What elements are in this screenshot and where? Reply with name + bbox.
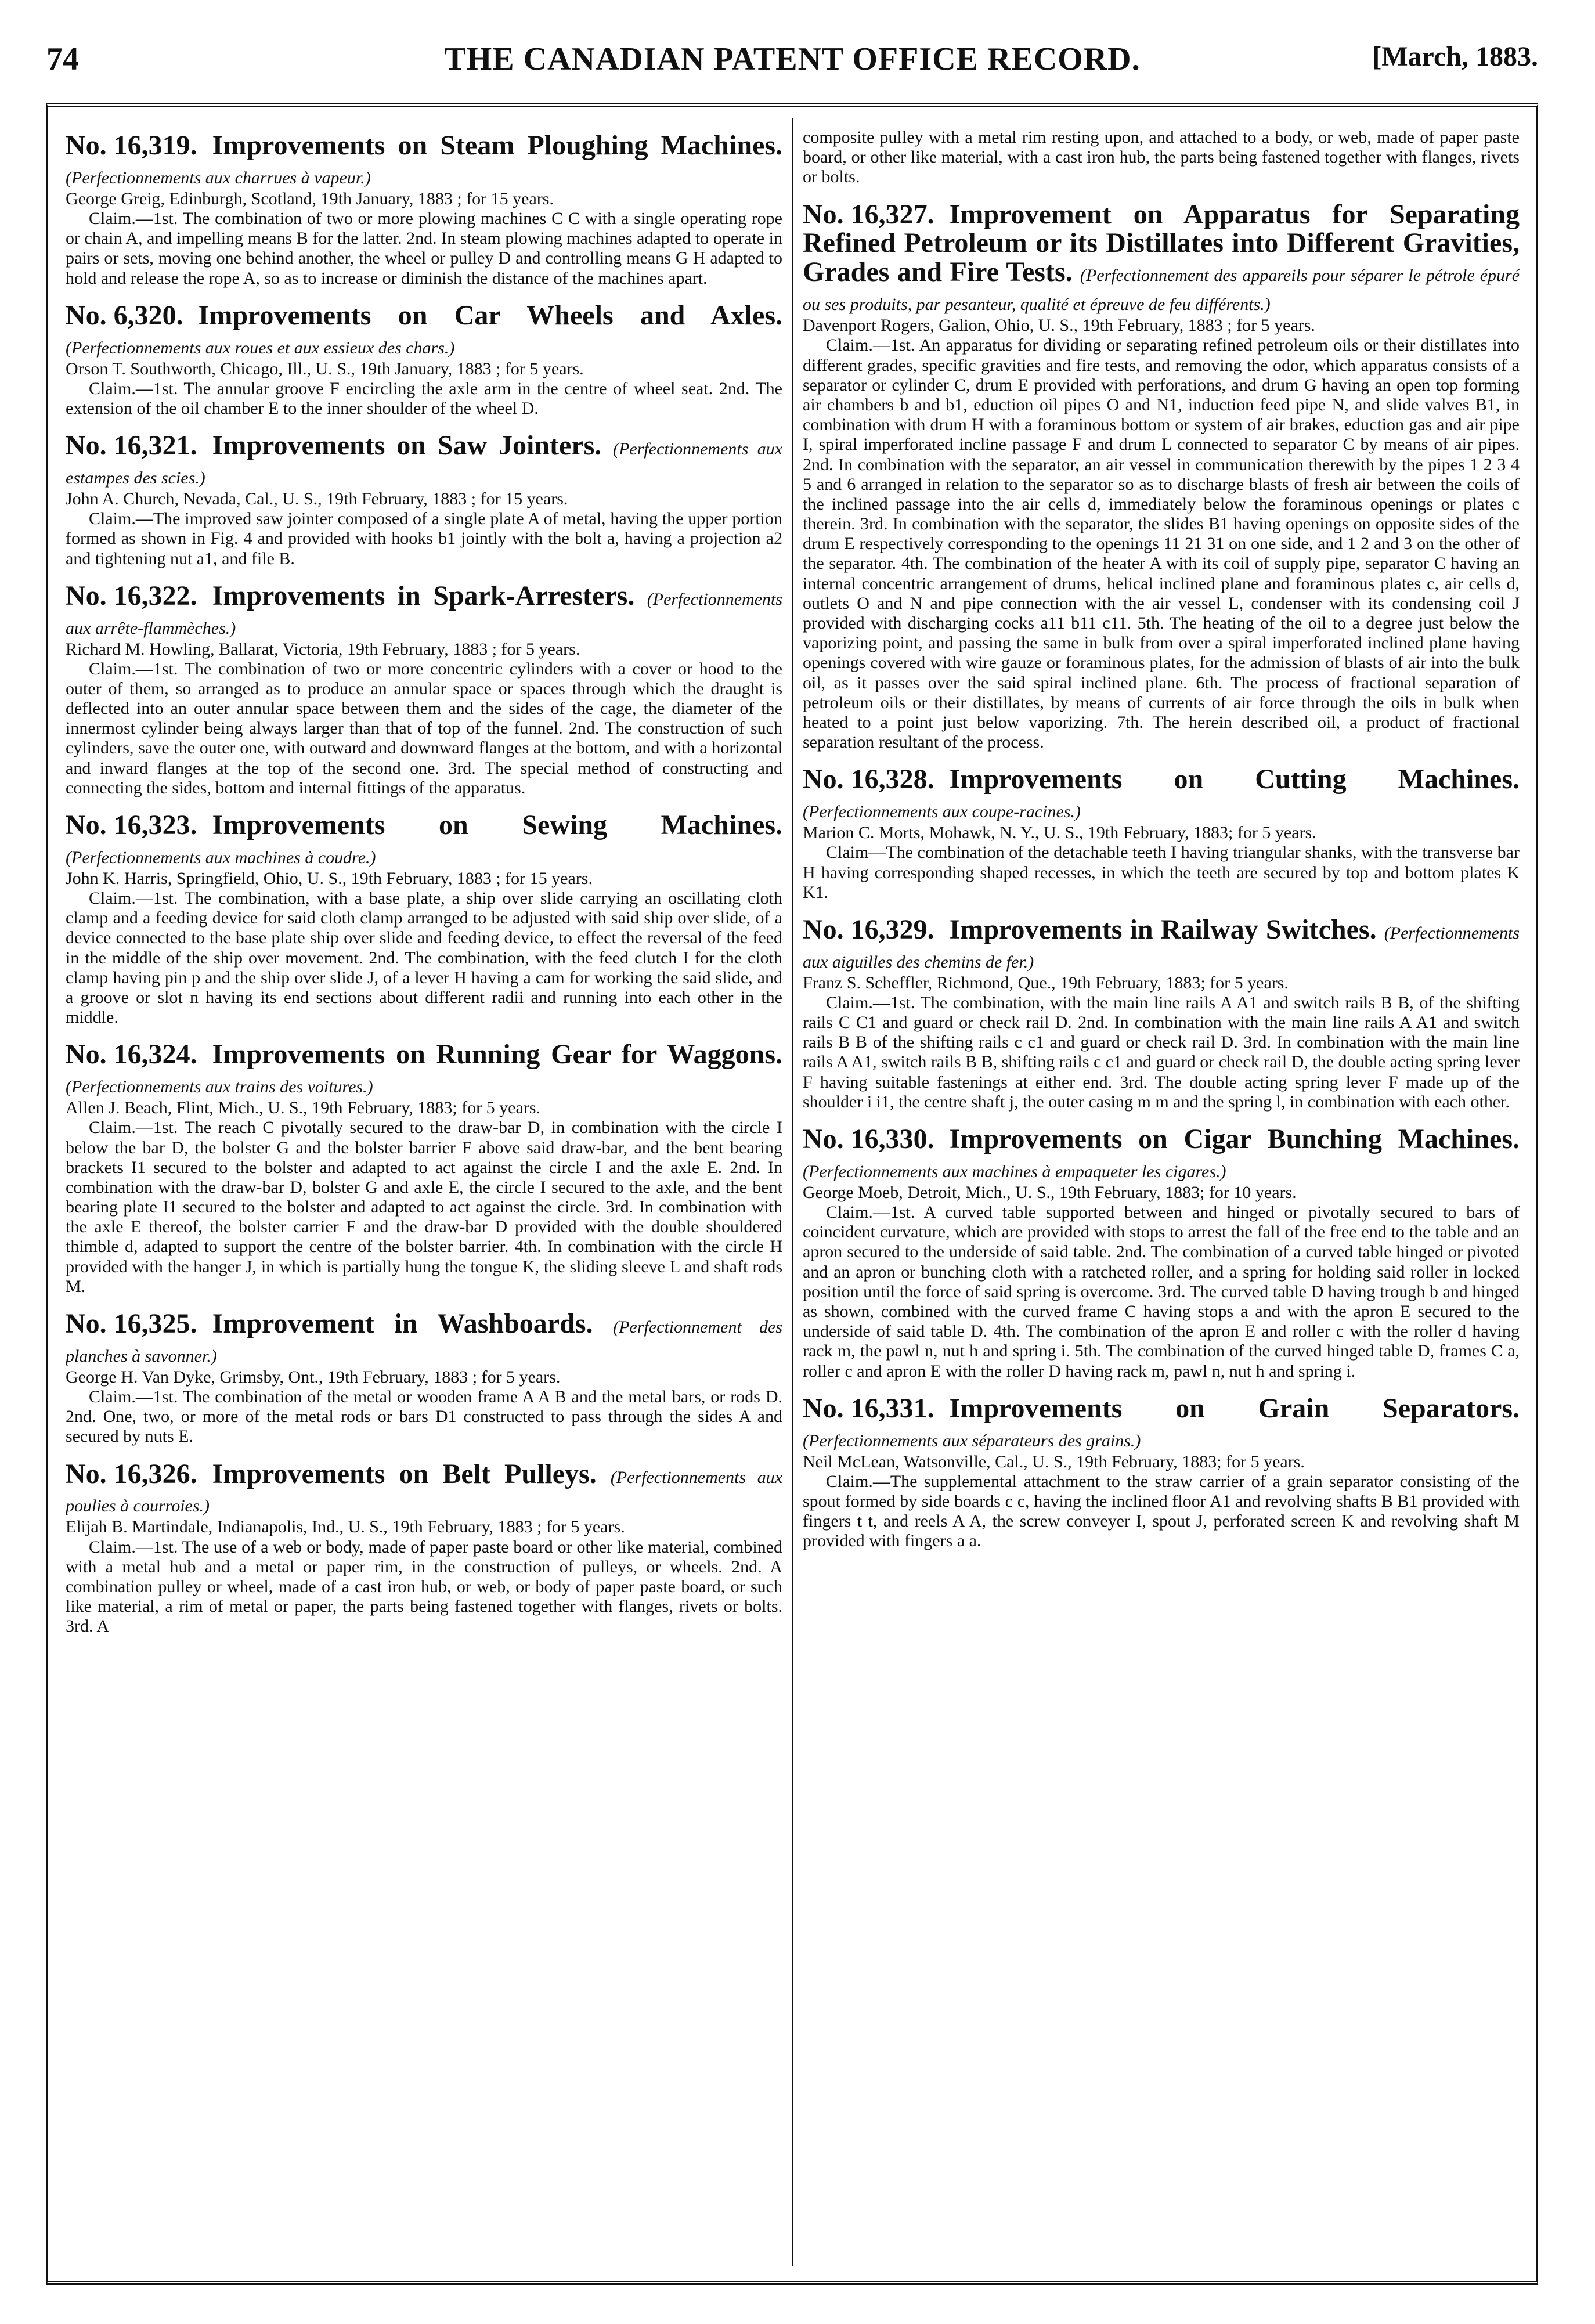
inventor-line: George Moeb, Detroit, Mich., U. S., 19th February, 1883; for 10 years.: [803, 1182, 1297, 1202]
left-column: [66, 128, 782, 2264]
claim-text: Claim.—1st. The reach C pivotally secured to the draw-bar D, in combination with the circle I below the bar D, the bolster G and the bolster barrier F above said draw-bar, and the bent bearing brackets I1 secured to the bolster and adapted to act against the circle I and the axle E. 2nd. In combination with the draw-bar D, bolster G and axle E, the circle I secured to the axle, and the bent bearing plate I1 secured to the bolster and adapted to act against the circle. 3rd. In combination with the axle E thereof, the bolster carrier F and the draw-bar D provided with the double shouldered thimble d, adapted to support the centre of the bolster barrier. 4th. In combination with the circle H provided with the hanger J, in which is partially hung the tongue K, the sliding sleeve L and shaft rods M.: [66, 1118, 782, 1296]
claim-text: Claim.—1st. The combination of two or more concentric cylinders with a cover or hood to the outer of them, so arranged as to produce an annular space or spaces through which the draught is deflected into an outer annular space between them and the sides of the cage, the diameter of the innermost cylinder being always larger than that of top of the funnel. 2nd. The construction of such cylinders, save the outer one, with outward and downward flanges at the bottom, and with a horizontal and inward flanges at the top of the second one. 3rd. The special method of constructing and connecting the sides, bottom and internal fittings of the apparatus.: [66, 659, 782, 797]
patent-heading: [803, 915, 1520, 973]
french-title: (Perfectionnements aux trains des voitures.): [66, 1077, 373, 1097]
patent-title-text: Improvements on Grain Separators.: [949, 1394, 1520, 1424]
patent-entry: [803, 200, 1520, 753]
claim-text: Claim.—1st. The combination of the metal or wooden frame A A B and the metal bars, or rods D. 2nd. One, two, or more of the metal rods or bars D1 constructed to pass through the sides A and secured by nuts E.: [66, 1387, 782, 1446]
patent-heading: [66, 1309, 782, 1367]
patent-entry: [66, 1460, 782, 1637]
inventor-line: Davenport Rogers, Galion, Ohio, U. S., 19th February, 1883 ; for 5 years.: [803, 316, 1315, 335]
inventor-line: Allen J. Beach, Flint, Mich., U. S., 19th February, 1883; for 5 years.: [66, 1098, 540, 1118]
right-column: [803, 128, 1520, 2264]
patent-entry: [66, 131, 782, 288]
claim-text: Claim.—1st. The combination of two or more plowing machines C C with a single operating rope or chain A, and impelling means B for the latter. 2nd. In steam plowing machines adapted to operate in pairs or sets, moving one behind another, the wheel or pulley D and controlling means G H adapted to hold and release the rope A, so as to increase or diminish the distance of the machines apart.: [66, 209, 782, 288]
french-title: (Perfectionnements aux poulies à courroies.): [66, 1467, 782, 1516]
claim-text: Claim—The combination of the detachable teeth I having triangular shanks, with the transverse bar H having corresponding shaped recesses, in which the teeth are secured by top and bottom plates K K1.: [803, 843, 1520, 902]
inventor-line: Franz S. Scheffler, Richmond, Que., 19th February, 1883; for 5 years.: [803, 973, 1289, 993]
patent-entry: [803, 1394, 1520, 1551]
inventor-line: George H. Van Dyke, Grimsby, Ont., 19th February, 1883 ; for 5 years.: [66, 1367, 561, 1387]
patent-entry: [66, 301, 782, 418]
patent-number: No. 16,328.: [803, 765, 934, 795]
publication-title: THE CANADIAN PATENT OFFICE RECORD.: [444, 41, 1141, 77]
patent-heading: [803, 765, 1520, 823]
patent-heading: [66, 582, 782, 640]
claim-text: Claim.—1st. The annular groove F encircling the axle arm in the centre of wheel seat. 2nd. The extension of the oil chamber E to the inner shoulder of the wheel D.: [66, 378, 782, 418]
patent-heading: [803, 1394, 1520, 1452]
patent-entry: [66, 431, 782, 569]
patent-title-text: Improvements on Belt Pulleys.: [212, 1459, 597, 1489]
patent-entry: [66, 1309, 782, 1447]
patent-heading: [66, 811, 782, 869]
claim-text: Claim.—1st. A curved table supported between and hinged or pivotally secured to bars of coincident curvature, which are provided with stops to arrest the fall of the free end to the table and an apron secured to the underside of said table. 2nd. The combination of a curved table hinged or pivoted and an apron or bunching cloth with a ratcheted roller, and a spring for holding said roller in locked position until the force of said spring is overcome. 3rd. The curved table D having trough b and hinged as shown, combined with the curved frame C having stops a and with the apron E secured to the underside of said table D. 4th. The combination of the apron E and roller c with the roller d having rack m, the pawl n, nut h and spring i. 5th. The combination of the curved hinged table D, frames C a, roller c and apron E with the roller D having rack m, pawl n, nut h and spring i.: [803, 1203, 1520, 1381]
claim-text: Claim.—The supplemental attachment to the straw carrier of a grain separator consisting of the spout formed by side boards c c, having the inclined floor A1 and revolving shafts B B1 provided with fingers t t, and reels A A, the screw conveyer I, spout J, perforated screen K and revolving shaft M provided with fingers a a.: [803, 1471, 1520, 1551]
patent-title-text: Improvements on Running Gear for Waggons.: [212, 1040, 782, 1070]
french-title: (Perfectionnements aux arrête-flammèches.): [66, 589, 782, 638]
patent-title-text: Improvements on Car Wheels and Axles.: [198, 301, 782, 331]
french-title: (Perfectionnements aux charrues à vapeur.): [66, 168, 371, 187]
patent-title-text: Improvements in Spark-Arresters.: [212, 581, 635, 611]
patent-entry: [66, 811, 782, 1027]
patent-number: No. 16,322.: [66, 581, 197, 611]
patent-title-text: Improvements on Steam Ploughing Machines.: [212, 131, 782, 161]
claim-text: Claim.—1st. An apparatus for dividing or separating refined petroleum oils or their distillates into different grades, specific gravities and fire tests, and removing the odor, which apparatus consists of a separator or cylinder C, drum E provided with perforations, and drum G having an open top forming air chambers b and b1, eduction oil pipes O and N1, induction feed pipe N, and slide valves B1, in combination with drum H with a foraminous bottom or system of air brakes, eduction gas and air pipe I, spiral imperforated incline passage F and drum L connected to separator C by means of air pipes. 2nd. In combination with the separator, an air vessel in communication therewith by the pipes 1 2 3 4 5 and 6 arranged in relation to the separator so as to discharge blasts of fresh air between the coils of the inclined passage into the air cells d, immediately below the foraminous openings or plates c therein. 3rd. In combination with the separator, the slides B1 having openings on opposite sides of the drum E respectively corresponding to the openings 11 21 31 on one side, and 1 2 and 3 on the other of the separator. 4th. The combination of the heater A with its coil of supply pipe, separator C having an internal concentric arrangement of drums, helical inclined plane and foraminous plates c, air cells d, outlets O and N and pipe connection with the air vessel L, condenser with its condensing coil J provided with discharging cocks a11 b11 c11. 5th. The heating of the oil to a degree just below the vaporizing point, and passing the same in bulk from over a spiral imperforated inclined plane having openings covered with wire gauze or foraminous plates, for the admission of blasts of air into the bulk oil, as it passes over the said spiral inclined plane. 6th. The process of fractional separation of petroleum oils or their distillates, by means of currents of air force through the oils in bulk when heated to a point just below vaporizing. 7th. The herein described oil, a product of fractional separation resultant of the process.: [803, 335, 1520, 752]
inventor-line: Marion C. Morts, Mohawk, N. Y., U. S., 19th February, 1883; for 5 years.: [803, 823, 1316, 843]
patent-title-text: Improvements on Sewing Machines.: [212, 811, 782, 840]
patent-heading: [66, 301, 782, 359]
patent-number: No. 16,319.: [66, 131, 197, 161]
patent-heading: [803, 200, 1520, 316]
column-divider: [792, 118, 793, 2266]
claim-text: Claim.—The improved saw jointer composed of a single plate A of metal, having the upper portion formed as shown in Fig. 4 and provided with hooks b1 jointly with the bolt a, having a projection a2 and tightening nut a1, and file B.: [66, 509, 782, 568]
page-number: 74: [46, 41, 79, 77]
patent-heading: [66, 131, 782, 189]
patent-entry: [66, 1040, 782, 1297]
patent-title-text: Improvement in Washboards.: [212, 1309, 593, 1339]
claim-text: Claim.—1st. The use of a web or body, made of paper paste board or other like material, combined with a metal hub and a metal or paper rim, in the construction of pulleys, or wheels. 2nd. A combination pulley or wheel, made of a cast iron hub, or web, or body of paper paste board, or such like material, a rim of metal or paper, the parts being fastened together with flanges, rivets or bolts. 3rd. A: [66, 1537, 782, 1636]
inventor-line: Elijah B. Martindale, Indianapolis, Ind., U. S., 19th February, 1883 ; for 5 years.: [66, 1517, 625, 1537]
patent-number: No. 16,331.: [803, 1394, 934, 1424]
patent-number: No. 16,327.: [803, 200, 934, 230]
claim-text: Claim.—1st. The combination, with a base plate, a ship over slide carrying an oscillating cloth clamp and a feeding device for said cloth clamp arranged to be adjusted with said ship over slide, of a device connected to the base plate ship over slide and feeding device, to effect the reversal of the feed in the middle of the ship over movement. 2nd. The combination, with the feed clutch I for the cloth clamp having pin p and the ship over slide J, of a lever H having a cam for working the said slide, and a groove or slot n having its end sections about different radii and running into each other in the middle.: [66, 889, 782, 1027]
page-header: [46, 41, 1538, 87]
patent-title-text: Improvement on Apparatus for Separating Refined Petroleum or its Distillates into Different Gravities, Grades and Fire Tests.: [803, 200, 1520, 288]
patent-heading: [66, 431, 782, 489]
continued-claim-text: composite pulley with a metal rim resting upon, and attached to a body, or web, made of paper paste board, or other like material, with a cast iron hub, the parts being fastened together with flanges, rivets or bolts.: [803, 128, 1520, 187]
patent-heading: [803, 1125, 1520, 1183]
french-title: (Perfectionnements aux aiguilles des chemins de fer.): [803, 923, 1520, 972]
patent-number: No. 16,325.: [66, 1309, 197, 1339]
patent-number: No. 6,320.: [66, 301, 183, 331]
patent-entry: [66, 582, 782, 798]
patent-entry: [803, 765, 1520, 903]
issue-date: [March, 1883.: [1372, 41, 1538, 72]
french-title: (Perfectionnement des planches à savonner.): [66, 1318, 782, 1366]
patent-entry: [803, 1125, 1520, 1381]
inventor-line: John K. Harris, Springfield, Ohio, U. S., 19th February, 1883 ; for 15 years.: [66, 868, 593, 888]
french-title: (Perfectionnements aux machines à coudre.): [66, 847, 376, 867]
patent-title-text: Improvements on Saw Jointers.: [212, 431, 602, 461]
patent-number: No. 16,326.: [66, 1459, 197, 1489]
patent-title-text: Improvements on Cutting Machines.: [949, 765, 1520, 795]
patent-heading: [66, 1460, 782, 1518]
patent-entry: [803, 915, 1520, 1112]
patent-title-text: Improvements on Cigar Bunching Machines.: [949, 1125, 1520, 1154]
inventor-line: Neil McLean, Watsonville, Cal., U. S., 19th February, 1883; for 5 years.: [803, 1452, 1305, 1471]
french-title: (Perfectionnements aux coupe-racines.): [803, 802, 1081, 822]
patent-number: No. 16,329.: [803, 915, 934, 945]
patent-heading: [66, 1040, 782, 1098]
french-title: (Perfectionnements aux roues et aux essieux des chars.): [66, 338, 455, 358]
inventor-line: Orson T. Southworth, Chicago, Ill., U. S., 19th January, 1883 ; for 5 years.: [66, 359, 584, 378]
french-title: (Perfectionnement des appareils pour séparer le pétrole épuré ou ses produits, par pesanteur, qualité et épreuve de feu différents.): [803, 266, 1520, 315]
patent-title-text: Improvements in Railway Switches.: [949, 915, 1377, 945]
inventor-line: Richard M. Howling, Ballarat, Victoria, 19th February, 1883 ; for 5 years.: [66, 639, 580, 659]
patent-number: No. 16,330.: [803, 1125, 934, 1154]
right-column-entries: [803, 200, 1520, 1551]
french-title: (Perfectionnements aux machines à empaqueter les cigares.): [803, 1161, 1226, 1181]
patent-number: No. 16,323.: [66, 811, 197, 840]
claim-text: Claim.—1st. The combination, with the main line rails A A1 and switch rails B B, of the shifting rails C C1 and guard or check rail D. 2nd. In combination with the main line rails A A1 and switch rails B B of the shifting rails c c1 and guard or check rail D. 3rd. In combination with the main line rails A A1, switch rails B B, shifting rails c c1 and guard or check rail D, the double acting spring lever F having suitable fastenings at either end. 3rd. The double acting spring lever F made up of the shoulder i i1, the centre shaft j, the outer casing m m and the spring l, in combination with each other.: [803, 993, 1520, 1112]
inventor-line: John A. Church, Nevada, Cal., U. S., 19th February, 1883 ; for 15 years.: [66, 489, 568, 508]
inventor-line: George Greig, Edinburgh, Scotland, 19th January, 1883 ; for 15 years.: [66, 189, 554, 208]
page-frame: [46, 103, 1538, 2285]
patent-number: No. 16,321.: [66, 431, 197, 461]
french-title: (Perfectionnements aux séparateurs des grains.): [803, 1431, 1141, 1450]
french-title: (Perfectionnements aux estampes des scies.): [66, 439, 782, 488]
patent-number: No. 16,324.: [66, 1040, 197, 1070]
